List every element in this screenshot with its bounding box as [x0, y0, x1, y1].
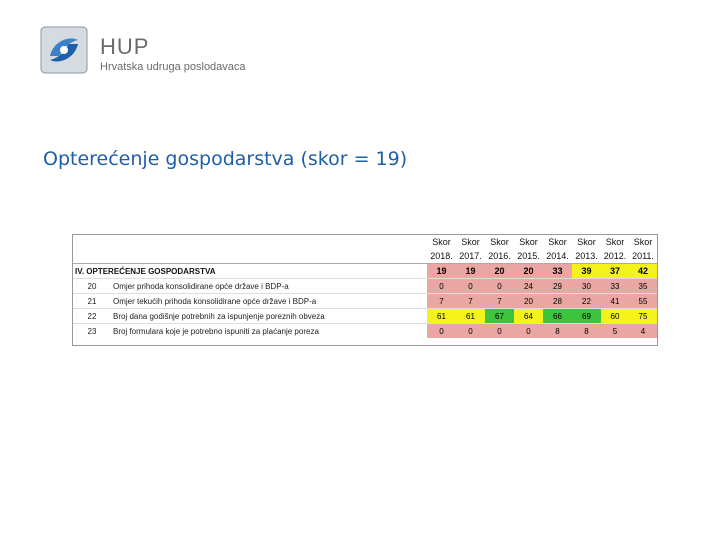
- row-value: 67: [485, 309, 514, 324]
- row-value: 0: [485, 279, 514, 294]
- header-blank: [111, 235, 427, 249]
- row-value: 75: [629, 309, 657, 324]
- row-value: 7: [456, 294, 485, 309]
- row-value: 8: [543, 324, 572, 339]
- row-value: 28: [543, 294, 572, 309]
- row-value: 8: [572, 324, 601, 339]
- row-description: Broj dana godišnje potrebnih za ispunjenje poreznih obveza: [111, 309, 427, 324]
- row-value: 0: [514, 324, 543, 339]
- brand-name: HUP: [100, 34, 150, 59]
- row-value: 35: [629, 279, 657, 294]
- header-skor: Skor: [548, 237, 567, 247]
- section-score: 39: [572, 264, 601, 279]
- header-year: 2011.: [632, 251, 654, 261]
- row-index: 21: [73, 294, 111, 309]
- row-value: 61: [427, 309, 456, 324]
- header-row-years: [73, 249, 657, 264]
- row-value: 33: [601, 279, 629, 294]
- row-value: 7: [427, 294, 456, 309]
- row-index: 22: [73, 309, 111, 324]
- row-value: 0: [427, 324, 456, 339]
- row-value: 5: [601, 324, 629, 339]
- section-score: 19: [427, 264, 456, 279]
- header-blank: [111, 249, 427, 264]
- header-skor: Skor: [490, 237, 509, 247]
- header-year: 2018.: [430, 251, 453, 261]
- slide-title: Opterećenje gospodarstva (skor = 19): [43, 148, 408, 170]
- section-row: [73, 264, 657, 279]
- header-skor: Skor: [633, 237, 653, 247]
- table-row: [73, 279, 657, 294]
- section-score: 33: [543, 264, 572, 279]
- table-row: [73, 294, 657, 309]
- row-value: 41: [601, 294, 629, 309]
- section-score: 37: [601, 264, 629, 279]
- row-value: 60: [601, 309, 629, 324]
- section-score: 19: [456, 264, 485, 279]
- row-description: Omjer prihoda konsolidirane opće države i BDP-a: [111, 279, 427, 294]
- header-skor: Skor: [577, 237, 596, 247]
- row-value: 0: [485, 324, 514, 339]
- row-value: 55: [629, 294, 657, 309]
- header-year: 2013.: [575, 251, 598, 261]
- row-value: 29: [543, 279, 572, 294]
- row-value: 61: [456, 309, 485, 324]
- header-year: 2015.: [517, 251, 540, 261]
- header-year: 2012.: [603, 251, 627, 261]
- score-table: [72, 234, 658, 346]
- header-row-skor: [73, 235, 657, 249]
- row-value: 64: [514, 309, 543, 324]
- row-value: 4: [629, 324, 657, 339]
- row-value: 7: [485, 294, 514, 309]
- row-description: Omjer tekućih prihoda konsolidirane opće države i BDP-a: [111, 294, 427, 309]
- header-skor: Skor: [519, 237, 538, 247]
- section-score: 20: [485, 264, 514, 279]
- header-blank: [73, 249, 111, 264]
- section-label: IV. OPTEREĆENJE GOSPODARSTVA: [73, 264, 427, 279]
- section-score: 42: [629, 264, 657, 279]
- row-value: 69: [572, 309, 601, 324]
- row-value: 30: [572, 279, 601, 294]
- header-skor: Skor: [605, 237, 625, 247]
- table-row: [73, 309, 657, 324]
- row-index: 20: [73, 279, 111, 294]
- header-skor: Skor: [432, 237, 451, 247]
- header-year: 2017.: [459, 251, 482, 261]
- row-value: 0: [427, 279, 456, 294]
- table-row: [73, 324, 657, 339]
- row-description: Broj formulara koje je potrebno ispuniti za plaćanje poreza: [111, 324, 427, 339]
- brand: [100, 36, 246, 73]
- section-score: 20: [514, 264, 543, 279]
- header-blank: [73, 235, 111, 249]
- row-value: 22: [572, 294, 601, 309]
- hup-logo-icon: [40, 26, 88, 74]
- row-value: 0: [456, 324, 485, 339]
- header-year: 2014.: [546, 251, 569, 261]
- brand-subtitle: Hrvatska udruga poslodavaca: [100, 61, 246, 73]
- header-skor: Skor: [461, 237, 480, 247]
- row-value: 0: [456, 279, 485, 294]
- row-value: 20: [514, 294, 543, 309]
- row-index: 23: [73, 324, 111, 339]
- row-value: 66: [543, 309, 572, 324]
- header-year: 2016.: [488, 251, 511, 261]
- row-value: 24: [514, 279, 543, 294]
